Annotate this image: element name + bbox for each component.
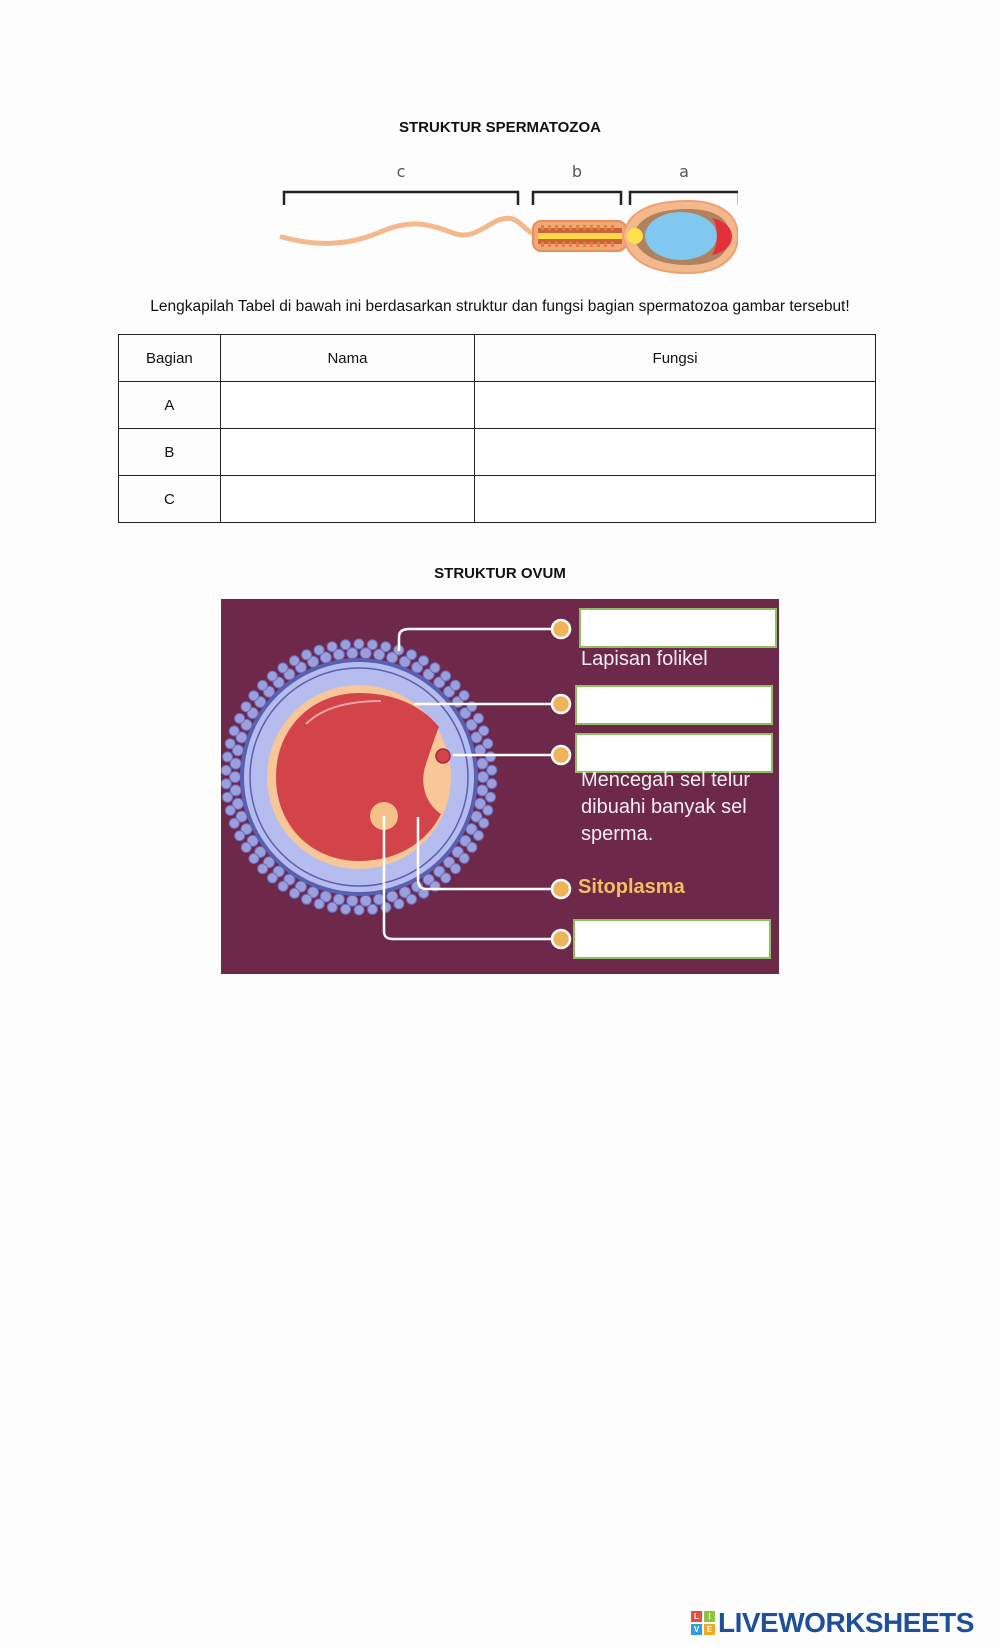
follicle-cell xyxy=(249,691,259,701)
follicle-cell xyxy=(459,691,469,701)
follicle-cell xyxy=(258,680,268,690)
follicle-cell xyxy=(450,680,460,690)
sperm-section-title: STRUKTUR SPERMATOZOA xyxy=(399,119,601,136)
label-input-1[interactable] xyxy=(579,608,777,648)
follicle-cell xyxy=(479,726,489,736)
sperm-nucleus xyxy=(645,212,717,260)
liveworksheets-logo xyxy=(691,1606,974,1640)
table-row xyxy=(119,429,876,476)
follicle-cell xyxy=(360,895,371,906)
follicle-cell xyxy=(302,650,312,660)
bracket-label-b: b xyxy=(571,162,583,181)
follicle-cell xyxy=(487,779,497,789)
follicle-cell xyxy=(451,864,461,874)
label-input-4[interactable] xyxy=(573,919,771,959)
cell-bagian: B xyxy=(119,429,221,476)
label-mencegah: Mencegah sel telur dibuahi banyak sel sperma. xyxy=(581,769,750,845)
follicle-cell xyxy=(478,772,489,783)
nama-input-b[interactable] xyxy=(220,429,474,476)
follicle-cell xyxy=(407,894,417,904)
follicle-cell xyxy=(230,772,241,783)
follicle-cell xyxy=(278,663,288,673)
follicle-cell xyxy=(223,752,233,762)
bracket-label-c: c xyxy=(396,162,406,181)
follicle-cell xyxy=(467,842,477,852)
follicle-cell xyxy=(223,792,233,802)
fungsi-input-a[interactable] xyxy=(475,382,876,429)
logo-text: LIVEWORKSHEETS xyxy=(718,1607,974,1638)
spermatozoa-diagram xyxy=(278,155,738,280)
follicle-cell xyxy=(267,671,277,681)
fungsi-input-b[interactable] xyxy=(475,429,876,476)
follicle-cell xyxy=(473,713,483,723)
follicle-cell xyxy=(483,805,493,815)
label-input-2[interactable] xyxy=(575,685,773,725)
cell-bagian: A xyxy=(119,382,221,429)
follicle-cell xyxy=(314,645,324,655)
ovum-diagram xyxy=(221,599,779,974)
bracket-label-a: a xyxy=(679,162,689,181)
nama-input-a[interactable] xyxy=(220,382,474,429)
follicle-cell xyxy=(354,905,364,915)
follicle-cell xyxy=(258,864,268,874)
follicle-cell xyxy=(459,853,469,863)
follicle-cell xyxy=(278,881,288,891)
answer-table xyxy=(118,334,876,523)
follicle-cell xyxy=(381,902,391,912)
follicle-cell xyxy=(487,765,497,775)
follicle-cell xyxy=(241,842,251,852)
follicle-cell xyxy=(441,671,451,681)
follicle-cell xyxy=(267,873,277,883)
follicle-cell xyxy=(229,818,239,828)
fungsi-input-c[interactable] xyxy=(475,476,876,523)
follicle-cell xyxy=(486,792,496,802)
follicle-cell xyxy=(341,904,351,914)
follicle-cell xyxy=(354,639,364,649)
follicle-cell xyxy=(221,765,231,775)
follicle-cell xyxy=(241,702,251,712)
follicle-cell xyxy=(225,805,235,815)
follicle-cell xyxy=(225,739,235,749)
table-row xyxy=(119,382,876,429)
follicle-cell xyxy=(235,714,245,724)
follicle-cell xyxy=(381,642,391,652)
cytoplasm xyxy=(276,693,441,861)
table-row xyxy=(119,476,876,523)
cell-bagian: C xyxy=(119,476,221,523)
header-nama: Nama xyxy=(220,335,474,382)
follicle-cell xyxy=(419,656,429,666)
follicle-cell xyxy=(229,726,239,736)
logo-blocks-icon: L I V E xyxy=(691,1611,715,1635)
follicle-cell xyxy=(406,650,416,660)
follicle-cell xyxy=(290,888,300,898)
nama-input-c[interactable] xyxy=(220,476,474,523)
follicle-cell xyxy=(394,899,404,909)
follicle-cell xyxy=(473,831,483,841)
follicle-cell xyxy=(221,779,231,789)
header-bagian: Bagian xyxy=(119,335,221,382)
header-fungsi: Fungsi xyxy=(475,335,876,382)
label-lapisan-folikel: Lapisan folikel xyxy=(581,648,708,670)
follicle-cell xyxy=(289,656,299,666)
follicle-cell xyxy=(430,663,440,673)
follicle-cell xyxy=(302,894,312,904)
follicle-cell xyxy=(441,873,451,883)
follicle-cell xyxy=(483,739,493,749)
follicle-cell xyxy=(249,854,259,864)
follicle-cell xyxy=(341,640,351,650)
follicle-cell xyxy=(368,904,378,914)
follicle-cell xyxy=(327,902,337,912)
follicle-cell xyxy=(479,818,489,828)
sperm-tail xyxy=(282,218,540,243)
label-sitoplasma: Sitoplasma xyxy=(578,876,685,898)
polar-body xyxy=(436,749,450,763)
follicle-cell xyxy=(486,752,496,762)
follicle-cell xyxy=(235,831,245,841)
table-header-row xyxy=(119,335,876,382)
follicle-cell xyxy=(327,642,337,652)
instruction-text: Lengkapilah Tabel di bawah ini berdasarkan struktur dan fungsi bagian spermatozoa gambar tersebut! xyxy=(150,298,850,315)
ovum-section-title: STRUKTUR OVUM xyxy=(434,565,566,582)
follicle-cell xyxy=(367,640,377,650)
follicle-cell xyxy=(314,899,324,909)
follicle-cell xyxy=(347,648,358,659)
